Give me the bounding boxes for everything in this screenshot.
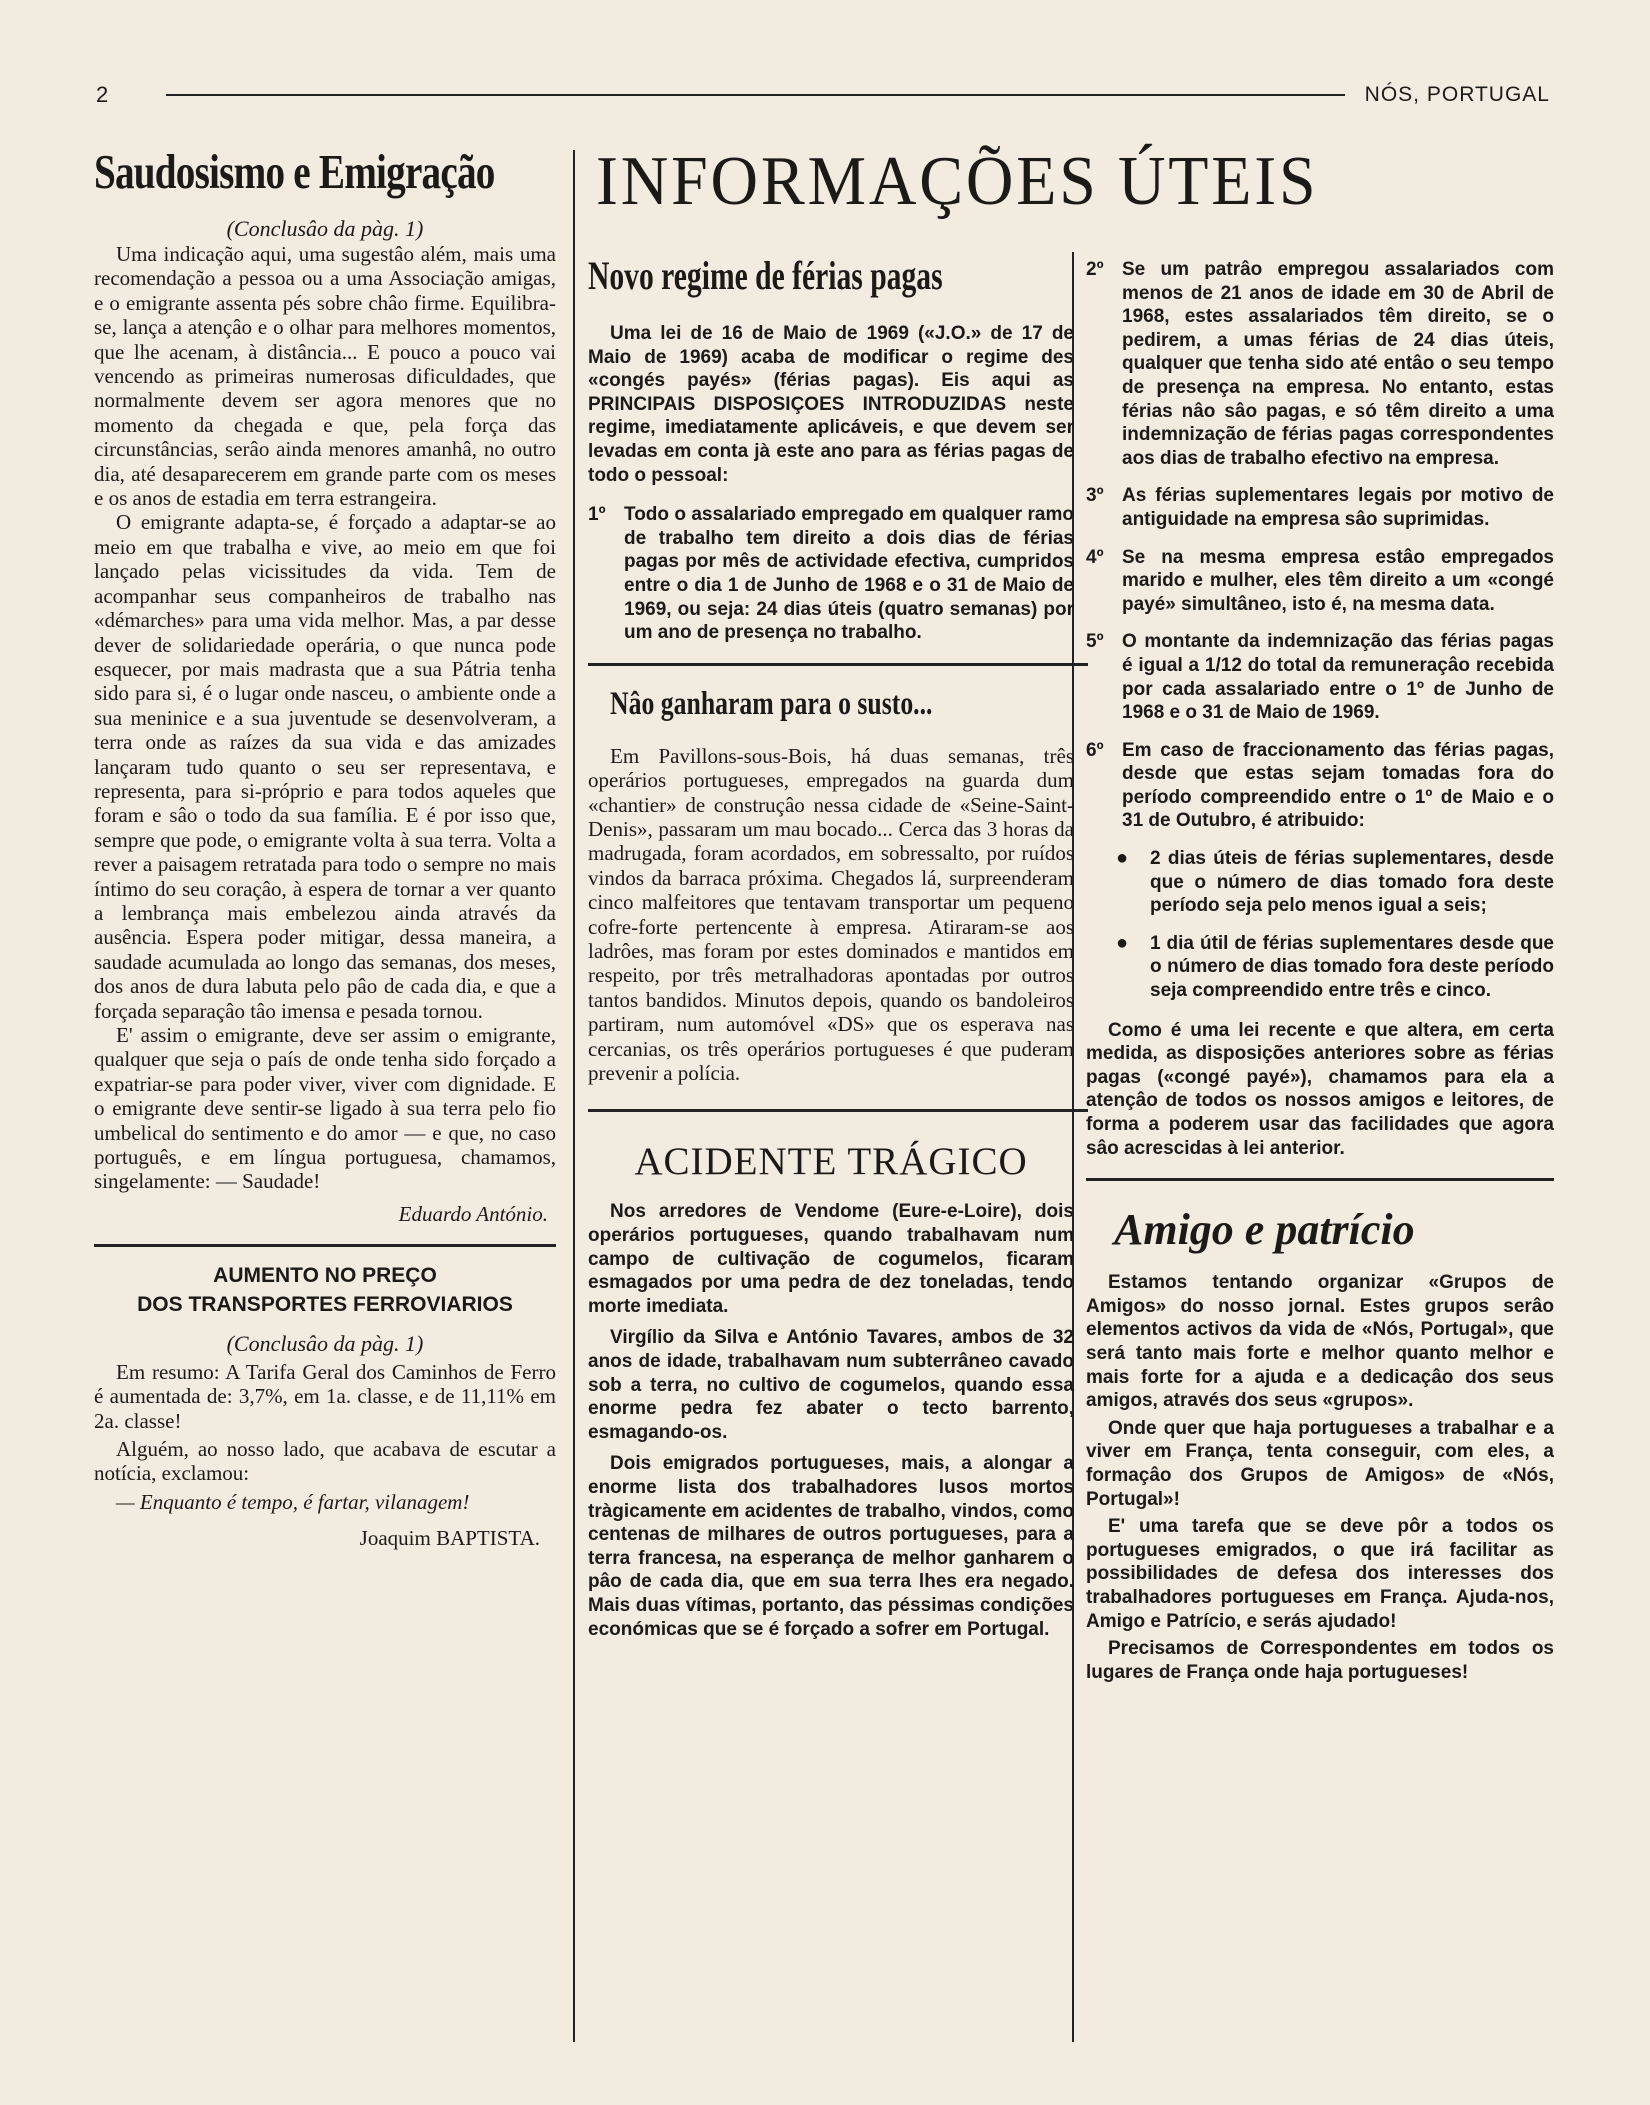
item-number: 4º — [1086, 546, 1104, 568]
paragraph: Alguém, ao nosso lado, que acabava de escutar a notícia, exclamou: — [94, 1437, 556, 1486]
continuation-note: (Conclusâo da pàg. 1) — [226, 216, 424, 241]
item-number: 3º — [1086, 485, 1104, 507]
paragraph: Onde quer que haja portugueses a trabalhar e a viver em França, tenta conseguir, com eles, a formaçâo dos Grupos de Amigos» de «Nós, Portugal»! — [1086, 1417, 1554, 1510]
bullet-icon: ● — [1116, 847, 1129, 870]
item-number: 2º — [1086, 259, 1104, 280]
paragraph: Virgílio da Silva e António Tavares, ambos de 32 anos de idade, trabalhavam num subterrâneo cavado sob a terra, no cultivo de cogumelos, quando essa enorme pedra fez abater o tecto barrento, esmagando-os. — [588, 1327, 1074, 1443]
section-divider — [94, 1244, 556, 1247]
article-body-acidente — [588, 1200, 1074, 1641]
list-item — [1086, 484, 1554, 531]
article-closing-ferias — [1086, 1019, 1554, 1161]
article-title-susto: Nâo ganharam para o susto... — [610, 685, 933, 722]
article-body-transportes — [94, 1360, 556, 1514]
susto-title-wrap — [588, 682, 1074, 734]
page-header — [96, 82, 1550, 108]
item-text: As férias suplementares legais por motivo de antiguidade na empresa sâo suprimidas. — [1122, 485, 1554, 530]
list-item — [1086, 739, 1554, 833]
bullet-text: 1 dia útil de férias suplementares desde que o número de dias tomado fora deste período seja compreendido entre três e cinco. — [1150, 932, 1554, 1002]
right-column — [1086, 258, 1554, 1684]
item-number: 5º — [1086, 631, 1104, 653]
paragraph: Uma lei de 16 de Maio de 1969 («J.O.» de 17 de Maio de 1969) acaba de modificar o regime des «congés payés» (férias pagas). Eis aqui as PRINCIPAIS DISPOSIÇOES INTRODUZIDAS neste regime, imediatamente aplicáveis, e que devem ser levadas em conta jà este ano para as férias pagas de todo o pessoal: — [588, 323, 1074, 486]
section-divider — [588, 663, 1088, 666]
article-title-amigo: Amigo e patrício — [1114, 1205, 1415, 1255]
page-number: 2 — [96, 82, 109, 107]
publication-name: NÓS, PORTUGAL — [1364, 83, 1550, 106]
bullet-text: 2 dias úteis de férias suplementares, desde que o número de dias tomado fora deste período seja pelo menos igual a seis; — [1150, 848, 1554, 917]
section-title: INFORMAÇÕES ÚTEIS — [596, 143, 1319, 220]
article-body-amigo — [1086, 1271, 1554, 1684]
bullet-item — [1116, 847, 1554, 918]
item-text: Se um patrâo empregou assalariados com menos de 21 anos de idade em 30 de Abril de 1968, estes assalariados têm direito, se o pedirem, a umas férias de 24 dias úteis, qualquer que tenha sido até entâo o seu tempo de presença na empresa. No entanto, estas férias nâo sâo pagas, e só têm direito a uma indemnização de férias pagas correspondentes aos dias de trabalho efectivo na empresa. — [1122, 259, 1554, 469]
paragraph: Estamos tentando organizar «Grupos de Amigos» do nosso jornal. Estes grupos serâo elementos activos da vida de «Nós, Portugal», que será tanto mais forte e melhor quanto melhor e mais forte for a ajuda e a dedicaçâo dos seus amigos, através dos seus «grupos». — [1086, 1272, 1554, 1412]
article-body-susto — [588, 744, 1074, 1086]
paragraph: Em Pavillons-sous-Bois, há duas semanas, três operários portugueses, empregados na guarda dum «chantier» de construçâo nessa cidade de «Seine-Saint-Denis», passaram um mau bocado... Cerca das 3 horas da madrugada, foram acordados, em sobressalto, por ruídos vindos da barraca próxima. Chegados lá, surpreenderam cinco malfeitores que tentavam transportar um pequeno cofre-forte pertencente à empresa. Atiraram-se aos ladrôes, mas foram por estes dominados e mantidos em respeito, por três metralhadoras apontadas por outros tantos bandidos. Minutos depois, quando os bandoleiros partiram, num automóvel «DS» que os esperava nas cercanias, os três operários portugueses é que puderam prevenir a polícia. — [588, 743, 1074, 1085]
paragraph: O emigrante adapta-se, é forçado a adaptar-se ao meio em que trabalha e vive, ao meio em que foi lançado pelas vicissitudes da vida. Tem de acompanhar seus companheiros de trabalho nas «démarches» para uma vida melhor. Mas, a par desse dever de solidariedade operária, o que nunca pode esquecer, por mais madrasta que a sua Pátria tenha sido para si, é o lugar onde nasceu, o ambiente onde a sua meninice e a sua juventude se desenvolveram, a terra onde as raízes da sua vida e das amizades lançaram tudo quanto o seu ser representava, e representa, para si-próprio e para todos aqueles que foram e sâo o todo da sua família. E é por isso que, sempre que pode, o emigrante volta à sua terra. Volta a rever a paisagem retratada para todo o sempre no mais íntimo do seu coraçâo, à espera de tornar a ver quanto a lembrança mais embelezou ainda através da ausência. Espera poder mitigar, dessa maneira, a saudade acumulada ao longo das semanas, dos meses, dos anos de dura labuta pelo pâo de cada dia, e que a forçada separaçâo tâo imensa e pesada tornou. — [94, 510, 556, 1023]
item-text: Se na mesma empresa estâo empregados marido e mulher, eles têm direito a um «congé payé» simultâneo, isto é, na mesma data. — [1122, 546, 1554, 615]
header-rule — [166, 94, 1345, 96]
paragraph: Dois emigrados portugueses, mais, a alongar a enorme lista dos trabalhadores lusos mortos tràgicamente em acidentes de trabalho, vindos, como centenas de milhares de outros portugueses, para a terra francesa, na esperança de melhor ganharem o pâo de cada dia, que em sua terra lhes era negado. Mais duas vítimas, portanto, das péssimas condições económicas que se é forçado a sofrer em Portugal. — [588, 1453, 1074, 1640]
article-signature: Eduardo António. — [398, 1201, 548, 1226]
article-title-acidente: ACIDENTE TRÁGICO — [634, 1140, 1028, 1184]
article-signature: Joaquim BAPTISTA. — [359, 1526, 540, 1551]
list-item — [1086, 630, 1554, 724]
article-intro-ferias — [588, 322, 1074, 487]
paragraph: — Enquanto é tempo, é fartar, vilanagem! — [116, 1489, 470, 1514]
middle-column — [588, 248, 1074, 1641]
bullet-icon: ● — [1116, 931, 1129, 954]
item-number: 1º — [588, 504, 606, 526]
list-item — [1086, 258, 1554, 470]
section-divider — [1086, 1178, 1554, 1181]
paragraph: Uma indicação aqui, uma sugestâo além, mais uma recomendação a pessoa ou a uma Associação amigas, e o emigrante assenta pés sobre châo firme. Equilibra-se, lança a atençâo e o olhar para melhores momentos, que lhe acenam, à distância... E pouco a pouco vai vencendo as primeiras numerosas dificuldades, que normalmente devem ser agora menores que no momento da chegada e que, pela força das circunstâncias, serâo ainda menores amanhâ, no outro dia, até desaparecerem em grande parte com os meses e os anos de estadia em terra estrangeira. — [94, 242, 556, 511]
saudosismo-title-wrap — [94, 140, 556, 210]
column-rule-left — [573, 150, 575, 2042]
continuation-note: (Conclusâo da pàg. 1) — [226, 1330, 424, 1356]
list-item — [588, 503, 1074, 645]
item-text: Todo o assalariado empregado em qualquer ramo de trabalho tem direito a dois dias de férias pagas por mês de actividade efectiva, cumpridos entre o dia 1 de Junho de 1968 e o 31 de Maio de 1969, ou seja: 24 dias úteis (quatro semanas) por um ano de presença no trabalho. — [624, 504, 1074, 644]
article-title-transportes-2: DOS TRANSPORTES FERROVIARIOS — [137, 1292, 513, 1316]
left-column — [94, 140, 556, 1551]
paragraph: Em resumo: A Tarifa Geral dos Caminhos de Ferro é aumentada de: 3,7%, em 1a. classe, e de 11,11% em 2a. classe! — [94, 1359, 556, 1433]
article-title-saudosismo: Saudosismo e Emigração — [94, 144, 495, 199]
list-item — [1086, 546, 1554, 617]
ferias-title-wrap — [588, 248, 1074, 308]
paragraph: E' uma tarefa que se deve pôr a todos os portugueses emigrados, o que irá facilitar as possibilidades de defesa dos interesses dos trabalhadores portugueses em França. Ajuda-nos, Amigo e Patrício, e serás ajudado! — [1086, 1516, 1554, 1632]
paragraph: E' assim o emigrante, deve ser assim o emigrante, qualquer que seja o país de onde tenha sido forçado a expatriar-se para poder viver, viver com dignidade. E o emigrante deve sentir-se ligado à sua terra pelo fio umbelical do sentimento e do amor — e que, no caso português, e em língua portuguesa, chamamos, singelamente: — Saudade! — [94, 1023, 556, 1194]
section-divider — [588, 1109, 1088, 1112]
item-text: O montante da indemnização das férias pagas é igual a 1/12 do total da remuneraçâo recebida por cada assalariado entre o 1º de Junho de 1968 e o 31 de Maio de 1969. — [1122, 631, 1554, 724]
item-number: 6º — [1086, 739, 1104, 761]
article-title-ferias: Novo regime de férias pagas — [588, 253, 943, 298]
bullet-item — [1116, 932, 1554, 1003]
article-body-saudosismo — [94, 242, 556, 1194]
article-title-transportes-1: AUMENTO NO PREÇO — [213, 1263, 437, 1287]
paragraph: Como é uma lei recente e que altera, em certa medida, as disposições anteriores sobre as férias pagas («congé payé»), chamamos para ela a atençâo de todos os nossos amigos e leitores, de forma a poderem usar das facilidades que agora sâo acrescidas à lei anterior. — [1086, 1019, 1554, 1159]
item-text: Em caso de fraccionamento das férias pagas, desde que estas sejam tomadas fora do período compreendido entre o 1º de Maio e o 31 de Outubro, é atribuido: — [1122, 739, 1554, 832]
paragraph: Precisamos de Correspondentes em todos os lugares de França onde haja portugueses! — [1086, 1638, 1554, 1683]
paragraph: Nos arredores de Vendome (Eure-e-Loire), dois operários portugueses, quando trabalhavam num campo de cultivação de cogumelos, ficaram esmagados por uma pedra de dez toneladas, tendo morte imediata. — [588, 1201, 1074, 1317]
